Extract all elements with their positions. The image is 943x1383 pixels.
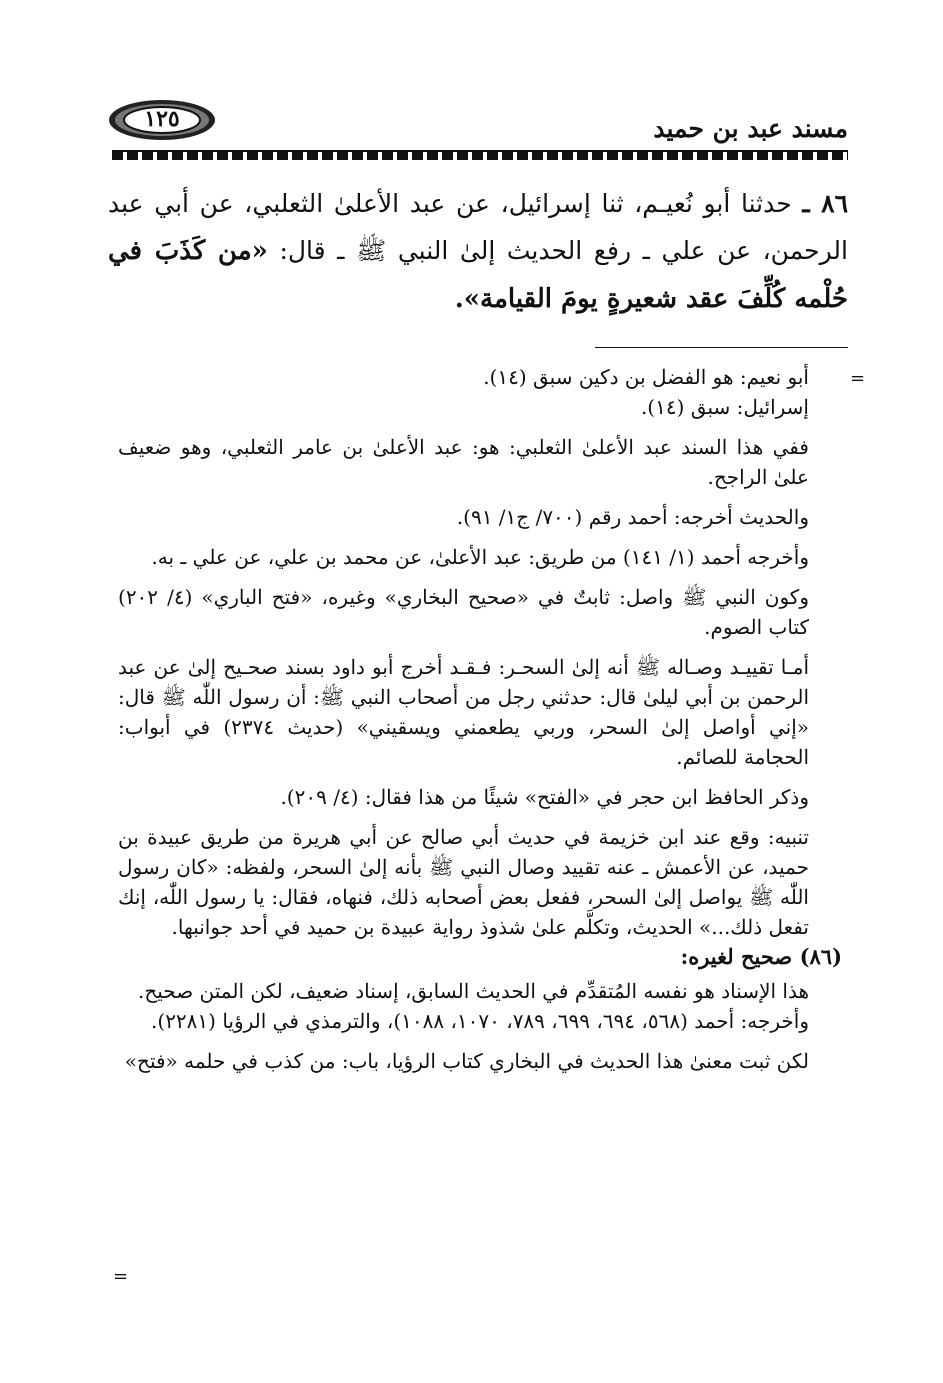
page-header	[108, 92, 848, 142]
grade-heading: (٨٦) صحيح لغيره:	[680, 944, 842, 969]
note-line: أبو نعيم: هو الفضل بن دكين سبق (١٤).	[483, 365, 809, 389]
note-line: وذكر الحافظ ابن حجر في «الفتح» شيئًا من هذا فقال: (٤/ ٢٠٩).	[280, 785, 809, 809]
continuation-mark: =	[113, 1266, 129, 1287]
note-line: والحديث أخرجه: أحمد رقم (٧٠٠/ ج١/ ٩١).	[456, 505, 809, 529]
note-line: ففي هذا السند عبد الأعلىٰ الثعلبي: هو: عبد الأعلىٰ بن عامر الثعلبي، وهو ضعيف علىٰ الراجح.	[118, 435, 809, 489]
footnote-separator	[595, 347, 848, 348]
grade-line: لكن ثبت معنىٰ هذا الحديث في البخاري كتاب الرؤيا، باب: من كذب في حلمه «فتح»	[124, 1049, 809, 1073]
note-line: تنبيه: وقع عند ابن خزيمة في حديث أبي صالح عن أبي هريرة من طريق عبيدة بن حميد، عن الأعمش ـ عنه تقييد وصال النبي ﷺ بأنه إلىٰ السحر، ولفظه: «كان رسول اللّٰه ﷺ يواصل إلىٰ السحر، ففعل بعض أصحابه ذلك، فنهاه، فقال: يا رسول اللّٰه، إنك تفعل ذلك...» الحديث، وتكلَّم علىٰ شذوذ رواية عبيدة بن حميد في أحد جوانبها.	[118, 825, 809, 939]
note-line: إسرائيل: سبق (١٤).	[640, 395, 809, 419]
hadith-matn: «من كَذَبَ في حُلْمه كُلِّفَ عقد شعيرةٍ يومَ القيامة».	[108, 236, 848, 314]
page-number-badge	[108, 98, 216, 142]
header-divider	[112, 150, 848, 160]
hadith-number: ٨٦ ـ	[802, 189, 849, 218]
note-line: أمـا تقييـد وصـاله ﷺ أنه إلىٰ السحـر: فـقـد أخرج أبو داود بسند صحـيح إلىٰ عن عبد الرحمن بن أبي ليلىٰ قال: حدثني رجل من أصحاب النبي ﷺ: أن رسول اللّٰه ﷺ قال: «إني أواصل إلىٰ السحر، وربي يطعمني ويسقيني» (حديث ٢٣٧٤) في أبواب: الحجامة للصائم.	[118, 655, 810, 769]
footnotes	[118, 362, 842, 1076]
hadith-text	[108, 180, 848, 323]
grade-line: هذا الإسناد هو نفسه المُتقدِّم في الحديث السابق، إسناد ضعيف، لكن المتن صحيح.	[137, 979, 809, 1003]
note-line: وأخرجه أحمد (١/ ١٤١) من طريق: عبد الأعلىٰ، عن محمد بن علي، عن علي ـ به.	[151, 545, 809, 569]
note-line: وكون النبي ﷺ واصل: ثابتٌ في «صحيح البخاري» وغيره، «فتح الباري» (٤/ ٢٠٢) كتاب الصوم.	[118, 585, 809, 639]
book-title: مسند عبد بن حميد	[653, 114, 848, 143]
hadith-isnad: حدثنا أبو نُعيـم، ثنا إسرائيل، عن عبد الأعلىٰ الثعلبي، عن أبي عبد الرحمن، عن علي ـ رفع الحديث إلىٰ النبي ﷺ ـ قال:	[108, 189, 848, 265]
continuation-mark: =	[850, 368, 866, 389]
grade-line: وأخرجه: أحمد (٥٦٨، ٦٩٤، ٦٩٩، ٧٨٩، ١٠٧٠، ١٠٨٨)، والترمذي في الرؤيا (٢٢٨١).	[151, 1009, 809, 1033]
page-number: ١٢٥	[144, 106, 180, 132]
